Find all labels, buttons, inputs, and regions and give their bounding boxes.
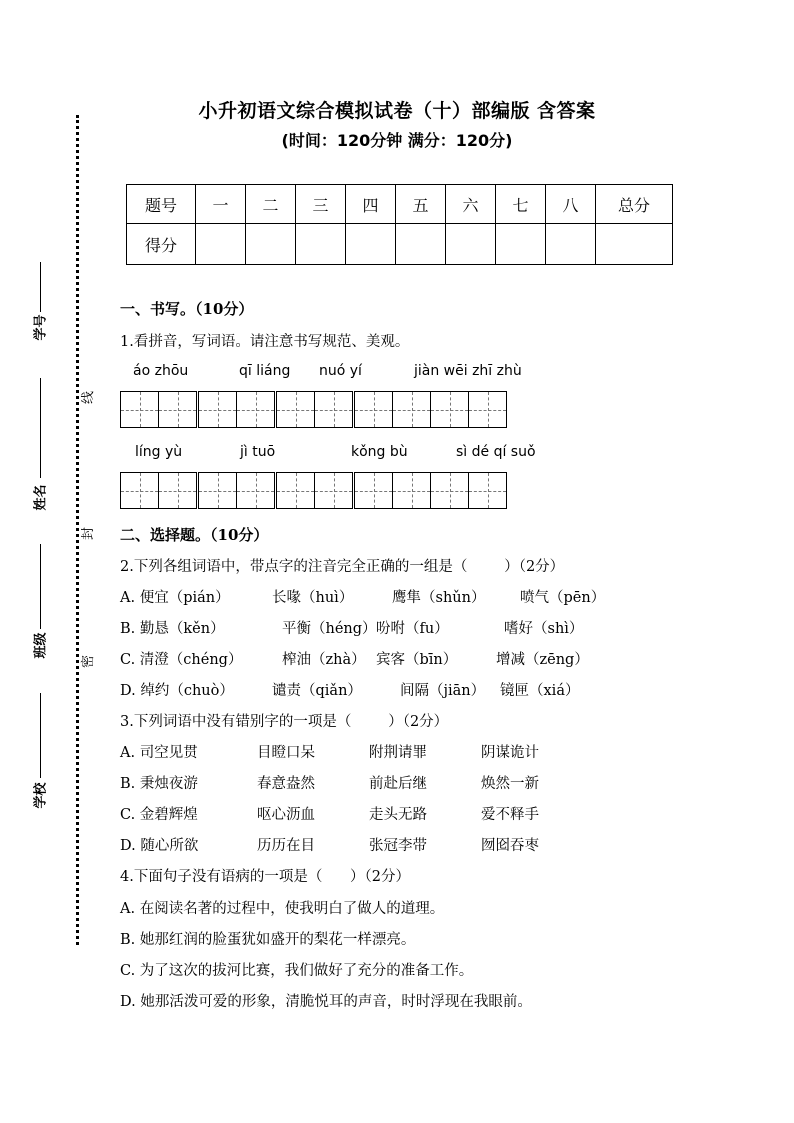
writing-cell[interactable] xyxy=(120,391,159,428)
score-header-cell: 五 xyxy=(396,185,446,224)
writing-cell[interactable] xyxy=(158,391,197,428)
writing-cell[interactable] xyxy=(430,391,469,428)
side-line-name xyxy=(40,378,41,478)
q4-option-b: B. 她那红润的脸蛋犹如盛开的梨花一样漂亮。 xyxy=(120,932,416,948)
writing-cell[interactable] xyxy=(158,472,197,509)
side-line-school xyxy=(40,693,41,778)
writing-cell[interactable] xyxy=(354,472,393,509)
q3-option-d-2: 历历在目 xyxy=(257,838,315,854)
score-table xyxy=(126,184,673,265)
pinyin-label: qī liáng xyxy=(239,363,291,379)
writing-cell[interactable] xyxy=(468,472,507,509)
score-header-cell: 题号 xyxy=(127,185,196,224)
pinyin-label: jiàn wēi zhī zhù xyxy=(414,363,522,379)
q2-option-c-4: 增减（zēng） xyxy=(496,652,589,668)
q4-option-d: D. 她那活泼可爱的形象，清脆悦耳的声音，时时浮现在我眼前。 xyxy=(120,994,532,1010)
score-row-label: 得分 xyxy=(127,224,196,265)
writing-cell[interactable] xyxy=(276,472,315,509)
q2-option-b-3: 吩咐（fu） xyxy=(376,621,449,637)
q3-option-b-3: 前赴后继 xyxy=(369,776,427,792)
q3-option-c-3: 走头无路 xyxy=(369,807,427,823)
q2-option-b-1: B. 勤恳（kěn） xyxy=(120,621,225,637)
score-header-cell: 三 xyxy=(296,185,346,224)
side-char-xian: 线 xyxy=(81,390,97,405)
side-label-student-id: 学号 xyxy=(33,314,49,341)
writing-cell[interactable] xyxy=(468,391,507,428)
writing-cell[interactable] xyxy=(430,472,469,509)
writing-cell[interactable] xyxy=(314,472,353,509)
score-header-cell: 八 xyxy=(546,185,596,224)
score-input-cell[interactable] xyxy=(446,224,496,265)
score-table-score-row xyxy=(127,224,673,265)
question-3: 3.下列词语中没有错别字的一项是（ ）（2分） xyxy=(120,714,449,730)
pinyin-label: áo zhōu xyxy=(133,363,189,379)
score-input-cell[interactable] xyxy=(246,224,296,265)
side-line-class xyxy=(40,544,41,629)
score-header-cell: 七 xyxy=(496,185,546,224)
q3-option-c-2: 呕心沥血 xyxy=(257,807,315,823)
writing-cell[interactable] xyxy=(198,472,237,509)
writing-cell[interactable] xyxy=(236,391,275,428)
writing-cell[interactable] xyxy=(120,472,159,509)
q2-option-a-2: 长喙（huì） xyxy=(272,590,354,606)
q3-option-c-1: C. 金碧辉煌 xyxy=(120,807,198,823)
section-heading-writing: 一、书写。（10分） xyxy=(120,300,254,318)
question-2: 2.下列各组词语中，带点字的注音完全正确的一组是（ ）（2分） xyxy=(120,559,565,575)
q2-option-a-1: A. 便宜（pián） xyxy=(120,590,230,606)
q2-option-a-4: 喷气（pēn） xyxy=(520,590,606,606)
side-label-school: 学校 xyxy=(33,782,49,809)
q4-option-a: A. 在阅读名著的过程中，使我明白了做人的道理。 xyxy=(120,901,445,917)
q4-option-c: C. 为了这次的拔河比赛，我们做好了充分的准备工作。 xyxy=(120,963,474,979)
q2-option-d-1: D. 绰约（chuò） xyxy=(120,683,234,699)
writing-cell[interactable] xyxy=(276,391,315,428)
q2-option-c-2: 榨油（zhà） xyxy=(282,652,366,668)
q3-option-a-2: 目瞪口呆 xyxy=(257,745,315,761)
side-line-student-id xyxy=(40,262,41,312)
page-title: 小升初语文综合模拟试卷（十）部编版 含答案 xyxy=(198,100,596,122)
score-header-cell: 四 xyxy=(346,185,396,224)
side-char-mi: 密 xyxy=(81,654,97,669)
pinyin-label: sì dé qí suǒ xyxy=(456,444,536,460)
q2-option-c-3: 宾客（bīn） xyxy=(376,652,458,668)
score-header-cell: 六 xyxy=(446,185,496,224)
side-char-feng: 封 xyxy=(81,526,97,541)
score-header-cell: 一 xyxy=(196,185,246,224)
q3-option-d-3: 张冠李带 xyxy=(369,838,427,854)
score-input-cell[interactable] xyxy=(546,224,596,265)
q2-option-d-3: 间隔（jiān） xyxy=(400,683,486,699)
writing-cell[interactable] xyxy=(198,391,237,428)
q3-option-a-1: A. 司空见贯 xyxy=(120,745,198,761)
q2-option-d-2: 谴责（qiǎn） xyxy=(272,683,362,699)
q2-option-b-4: 嗜好（shì） xyxy=(504,621,584,637)
pinyin-label: líng yù xyxy=(135,444,183,460)
score-input-cell[interactable] xyxy=(346,224,396,265)
section-heading-choice: 二、选择题。（10分） xyxy=(120,526,269,544)
q3-option-c-4: 爱不释手 xyxy=(481,807,539,823)
writing-cell[interactable] xyxy=(354,391,393,428)
q3-option-d-1: D. 随心所欲 xyxy=(120,838,199,854)
pinyin-label: kǒng bù xyxy=(351,444,408,460)
writing-cell[interactable] xyxy=(392,391,431,428)
side-label-name: 姓名 xyxy=(33,484,49,511)
writing-cell[interactable] xyxy=(236,472,275,509)
pinyin-label: nuó yí xyxy=(319,363,362,379)
score-input-cell[interactable] xyxy=(596,224,673,265)
question-1: 1.看拼音，写词语。请注意书写规范、美观。 xyxy=(120,334,410,350)
page-subtitle: (时间：120分钟 满分：120分) xyxy=(281,131,513,150)
q3-option-a-3: 附荆请罪 xyxy=(369,745,427,761)
score-header-cell: 总分 xyxy=(596,185,673,224)
q2-option-b-2: 平衡（héng） xyxy=(282,621,377,637)
pinyin-label: jì tuō xyxy=(240,444,276,460)
score-input-cell[interactable] xyxy=(396,224,446,265)
q3-option-a-4: 阴谋诡计 xyxy=(481,745,539,761)
q2-option-a-3: 鹰隼（shǔn） xyxy=(392,590,486,606)
score-input-cell[interactable] xyxy=(196,224,246,265)
q3-option-b-1: B. 秉烛夜游 xyxy=(120,776,198,792)
q3-option-b-2: 春意盎然 xyxy=(257,776,315,792)
q2-option-d-4: 镜匣（xiá） xyxy=(500,683,580,699)
q3-option-b-4: 焕然一新 xyxy=(481,776,539,792)
question-4: 4.下面句子没有语病的一项是（ ）（2分） xyxy=(120,869,410,885)
side-label-class: 班级 xyxy=(33,632,49,659)
writing-cell[interactable] xyxy=(392,472,431,509)
writing-grid-row-1 xyxy=(120,391,507,428)
score-input-cell[interactable] xyxy=(496,224,546,265)
score-input-cell[interactable] xyxy=(296,224,346,265)
score-table-header-row xyxy=(127,185,673,224)
q2-option-c-1: C. 清澄（chéng） xyxy=(120,652,243,668)
writing-cell[interactable] xyxy=(314,391,353,428)
writing-grid-row-2 xyxy=(120,472,507,509)
score-header-cell: 二 xyxy=(246,185,296,224)
q3-option-d-4: 囫囵吞枣 xyxy=(481,838,539,854)
